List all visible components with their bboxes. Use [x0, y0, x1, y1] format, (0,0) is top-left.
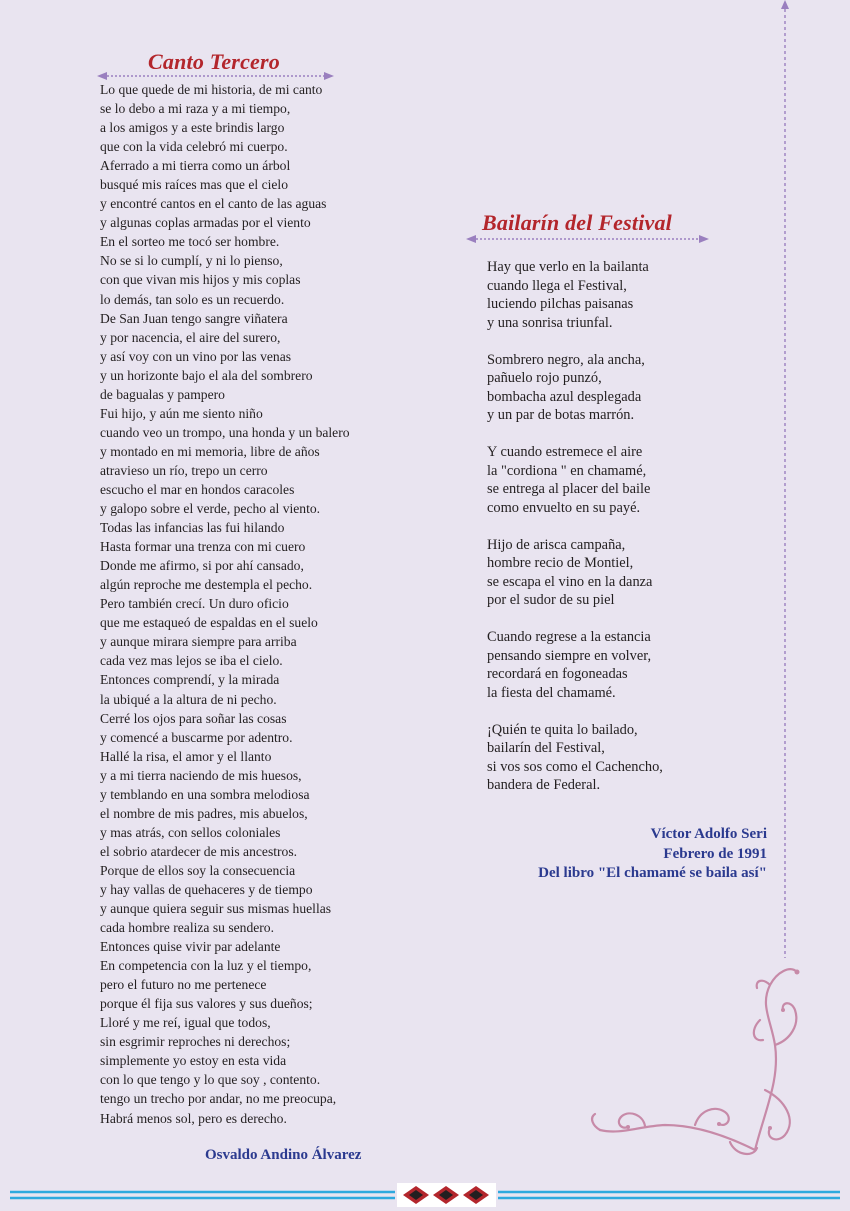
poem1-line: a los amigos y a este brindis largo	[100, 120, 285, 136]
poem2-line: ¡Quién te quita lo bailado,	[487, 721, 638, 738]
poem2-stanza	[487, 443, 663, 517]
poem1-line: y encontré cantos en el canto de las aguas	[100, 196, 327, 212]
poem2-line: bandera de Federal.	[487, 777, 601, 793]
poem1-line: que con la vida celebró mi cuerpo.	[100, 139, 288, 155]
poem1-line: En competencia con la luz y el tiempo,	[100, 958, 312, 974]
poem2-line: Hijo de arisca campaña,	[487, 536, 626, 553]
poem2-line: luciendo pilchas paisanas	[487, 296, 634, 312]
poem1-title: Canto Tercero	[148, 49, 280, 74]
poem2-line: pensando siempre en volver,	[487, 647, 652, 664]
poem1-line: Entonces comprendí, y la mirada	[100, 672, 280, 688]
poem1-author: Osvaldo Andino Álvarez	[205, 1147, 362, 1163]
poem2-stanza	[487, 351, 663, 425]
poem1-line: y hay vallas de quehaceres y de tiempo	[100, 881, 313, 897]
poem2-line: hombre recio de Montiel,	[487, 555, 634, 571]
poem1-line: lo demás, tan solo es un recuerdo.	[100, 291, 285, 307]
poem2-line: Y cuando estremece el aire	[487, 444, 643, 460]
poem1-line: simplemente yo estoy en esta vida	[100, 1053, 287, 1069]
poem2-line: Cuando regrese a la estancia	[487, 629, 651, 645]
poem1-line: Porque de ellos soy la consecuencia	[100, 862, 296, 878]
credit-date: Febrero de 1991	[663, 845, 767, 862]
poem1-line: escucho el mar en hondos caracoles	[100, 481, 295, 497]
poem2-line: bombacha azul desplegada	[487, 388, 642, 405]
poem2-stanza	[487, 258, 663, 332]
poem1-line: Hasta formar una trenza con mi cuero	[100, 539, 306, 555]
poem1-line: En el sorteo me tocó ser hombre.	[100, 234, 280, 250]
poem1-line: cada hombre realiza su sendero.	[100, 920, 274, 936]
credit-book: Del libro "El chamamé se baila así"	[538, 865, 767, 881]
bottom-border-icon	[0, 1181, 850, 1211]
poem2-line: bailarín del Festival,	[487, 740, 605, 756]
poem2-line: recordará en fogoneadas	[487, 666, 628, 682]
poem1-line: y a mi tierra naciendo de mis huesos,	[100, 767, 302, 783]
poem1-line: y mas atrás, con sellos coloniales	[100, 824, 281, 840]
poem2-title: Bailarín del Festival	[482, 210, 672, 235]
poem1-line: De San Juan tengo sangre viñatera	[100, 310, 288, 326]
poem1-line: y por nacencia, el aire del surero,	[100, 329, 281, 345]
poem1-line: Habrá menos sol, pero es derecho.	[100, 1110, 287, 1126]
poem2-stanza	[487, 536, 663, 610]
poem2-line: y un par de botas marrón.	[487, 407, 635, 423]
poem1-line: cada vez mas lejos se iba el cielo.	[100, 653, 283, 669]
poem1-line: porque él fija sus valores y sus dueños;	[100, 996, 313, 1012]
poem1-line: Fui hijo, y aún me siento niño	[100, 405, 263, 421]
credit-author: Víctor Adolfo Seri	[650, 826, 767, 842]
poem1-line: con que vivan mis hijos y mis coplas	[100, 272, 301, 288]
poem1-line: tengo un trecho por andar, no me preocupa,	[100, 1091, 337, 1107]
poem1-line: y temblando en una sombra melodiosa	[100, 786, 310, 802]
poem1-line: Entonces quise vivir par adelante	[100, 939, 281, 955]
poem2-stanza	[487, 721, 663, 795]
poem2-line: por el sudor de su piel	[487, 592, 615, 608]
poem2-line: cuando llega el Festival,	[487, 277, 627, 294]
poem2-line: Hay que verlo en la bailanta	[487, 259, 649, 275]
poem1-line: Todas las infancias las fui hilando	[100, 520, 285, 536]
poem1-line: y algunas coplas armadas por el viento	[100, 215, 311, 231]
poem2-line: se escapa el vino en la danza	[487, 573, 653, 590]
poem2-line: si vos sos como el Cachencho,	[487, 758, 663, 775]
poem1-line: y aunque quiera seguir sus mismas huellas	[100, 901, 332, 917]
poem2-line: se entrega al placer del baile	[487, 481, 651, 497]
poem2-line: como envuelto en su payé.	[487, 499, 641, 516]
poem1-line: y un horizonte bajo el ala del sombrero	[100, 367, 313, 383]
poem1-line: Donde me afirmo, si por ahí cansado,	[100, 558, 304, 574]
poem1-line: Lloré y me reí, igual que todos,	[100, 1015, 271, 1031]
poem1-line: de bagualas y pampero	[100, 386, 225, 402]
poem1-body	[100, 80, 350, 1128]
poem1-line: y montado en mi memoria, libre de años	[100, 443, 320, 459]
poem1-line: la ubiqué a la altura de ni pecho.	[100, 691, 277, 707]
poem1-line: se lo debo a mi raza y a mi tiempo,	[100, 101, 291, 117]
poem1-line: sin esgrimir reproches ni derechos;	[100, 1034, 291, 1050]
poem2-line: la "cordiona " en chamamé,	[487, 462, 647, 479]
poem1-line: cuando veo un trompo, una honda y un balero	[100, 424, 350, 440]
poem1-line: No se si lo cumplí, y ni lo pienso,	[100, 253, 283, 269]
poem2-credit	[538, 825, 767, 884]
poem2-stanza	[487, 628, 663, 702]
poem2-line: la fiesta del chamamé.	[487, 684, 616, 701]
poem1-line: pero el futuro no me pertenece	[100, 977, 267, 993]
poem1-line: y aunque mirara siempre para arriba	[100, 634, 297, 650]
poem1-line: busqué mis raíces mas que el cielo	[100, 177, 288, 193]
poem1-line: que me estaqueó de espaldas en el suelo	[100, 615, 318, 631]
poem1-line: y galopo sobre el verde, pecho al viento.	[100, 501, 321, 517]
vertical-divider-icon	[779, 0, 791, 960]
poem1-line: Aferrado a mi tierra como un árbol	[100, 158, 291, 174]
poem1-line: Pero también crecí. Un duro oficio	[100, 596, 289, 612]
poem1-line: Lo que quede de mi historia, de mi canto	[100, 82, 323, 97]
poem1-line: y así voy con un vino por las venas	[100, 348, 292, 364]
poem1-line: Cerré los ojos para soñar las cosas	[100, 710, 287, 726]
poem1-line: algún reproche me destempla el pecho.	[100, 577, 313, 593]
poem1-line: con lo que tengo y lo que soy , contento.	[100, 1072, 321, 1088]
corner-flourish-icon	[585, 950, 815, 1160]
poem1-line: y comencé a buscarme por adentro.	[100, 729, 293, 745]
poem2-line: pañuelo rojo punzó,	[487, 370, 602, 386]
poem1-line: Hallé la risa, el amor y el llanto	[100, 748, 272, 764]
poem1-line: atravieso un río, trepo un cerro	[100, 462, 268, 478]
poem1-line: el nombre de mis padres, mis abuelos,	[100, 805, 308, 821]
poem2-body	[487, 258, 663, 813]
poem2-line: y una sonrisa triunfal.	[487, 314, 613, 331]
poem2-title-divider-icon	[466, 234, 712, 244]
poem1-line: el sobrio atardecer de mis ancestros.	[100, 843, 298, 859]
poem2-line: Sombrero negro, ala ancha,	[487, 351, 645, 368]
